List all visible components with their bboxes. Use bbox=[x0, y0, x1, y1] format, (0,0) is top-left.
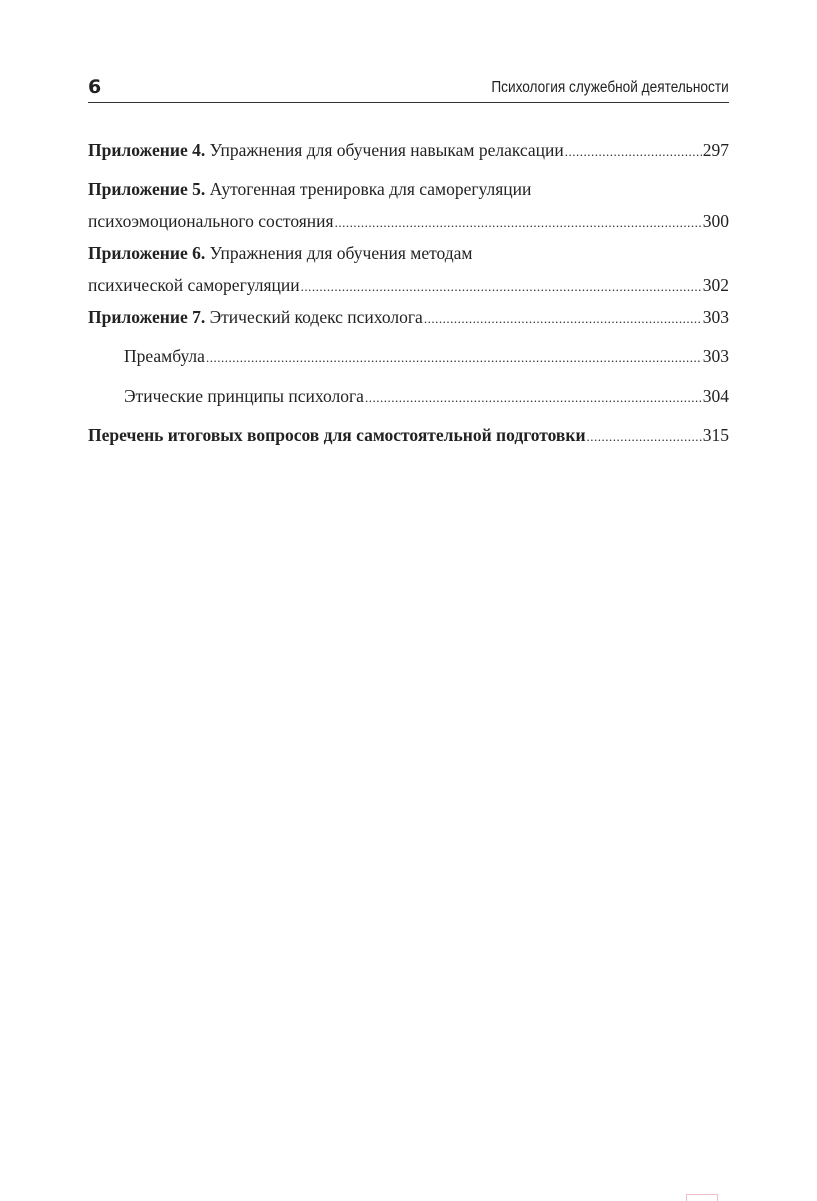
toc-leader-dots bbox=[206, 346, 702, 367]
toc-entry-title-continued: психической саморегуляции bbox=[88, 275, 300, 295]
toc-entry-appendix-5[interactable] bbox=[88, 179, 729, 243]
toc-entry-title: Этический кодекс психолога bbox=[209, 307, 423, 327]
toc-leader-dots bbox=[424, 307, 702, 328]
page-header bbox=[88, 74, 729, 103]
toc-entry-final-questions[interactable] bbox=[88, 425, 729, 457]
toc-entry-title: Упражнения для обучения навыкам релаксации bbox=[209, 140, 564, 160]
toc-entry-title: Этические принципы психолога bbox=[124, 386, 364, 406]
toc-entry-title: Упражнения для обучения методам bbox=[209, 243, 473, 263]
toc-entry-title: Аутогенная тренировка для саморегуляции bbox=[209, 179, 532, 199]
toc-entry-title-continued: психоэмоционального состояния bbox=[88, 211, 334, 231]
toc-leader-dots bbox=[301, 275, 702, 296]
running-title: Психология служебной деятельности bbox=[491, 79, 729, 96]
toc-entry-label: Приложение 4. bbox=[88, 140, 206, 160]
page-number: 6 bbox=[88, 76, 102, 98]
toc-entry-label: Приложение 5. bbox=[88, 179, 206, 199]
toc-entry-page: 315 bbox=[702, 425, 729, 445]
toc-entry-page: 300 bbox=[702, 211, 729, 231]
toc-leader-dots bbox=[565, 140, 702, 161]
toc-entry-page: 304 bbox=[702, 386, 729, 406]
toc-entry-preamble[interactable] bbox=[88, 346, 729, 378]
toc-entry-page: 297 bbox=[702, 140, 729, 160]
toc-entry-appendix-7[interactable] bbox=[88, 307, 729, 339]
toc-entry-title: Преамбула bbox=[124, 346, 205, 366]
toc-entry-appendix-6[interactable] bbox=[88, 243, 729, 307]
toc-entry-page: 302 bbox=[702, 275, 729, 295]
toc-entry-label: Приложение 7. bbox=[88, 307, 206, 327]
toc-entry-appendix-4[interactable] bbox=[88, 140, 729, 172]
toc-entry-page: 303 bbox=[702, 346, 729, 366]
toc-entry-label: Приложение 6. bbox=[88, 243, 206, 263]
toc-leader-dots bbox=[365, 386, 702, 407]
toc-entry-page: 303 bbox=[702, 307, 729, 327]
toc-entry-ethical-principles[interactable] bbox=[88, 386, 729, 418]
toc-leader-dots bbox=[587, 425, 702, 446]
toc-entry-title: Перечень итоговых вопросов для самостоятельной подготовки bbox=[88, 425, 586, 445]
toc-leader-dots bbox=[335, 211, 702, 232]
